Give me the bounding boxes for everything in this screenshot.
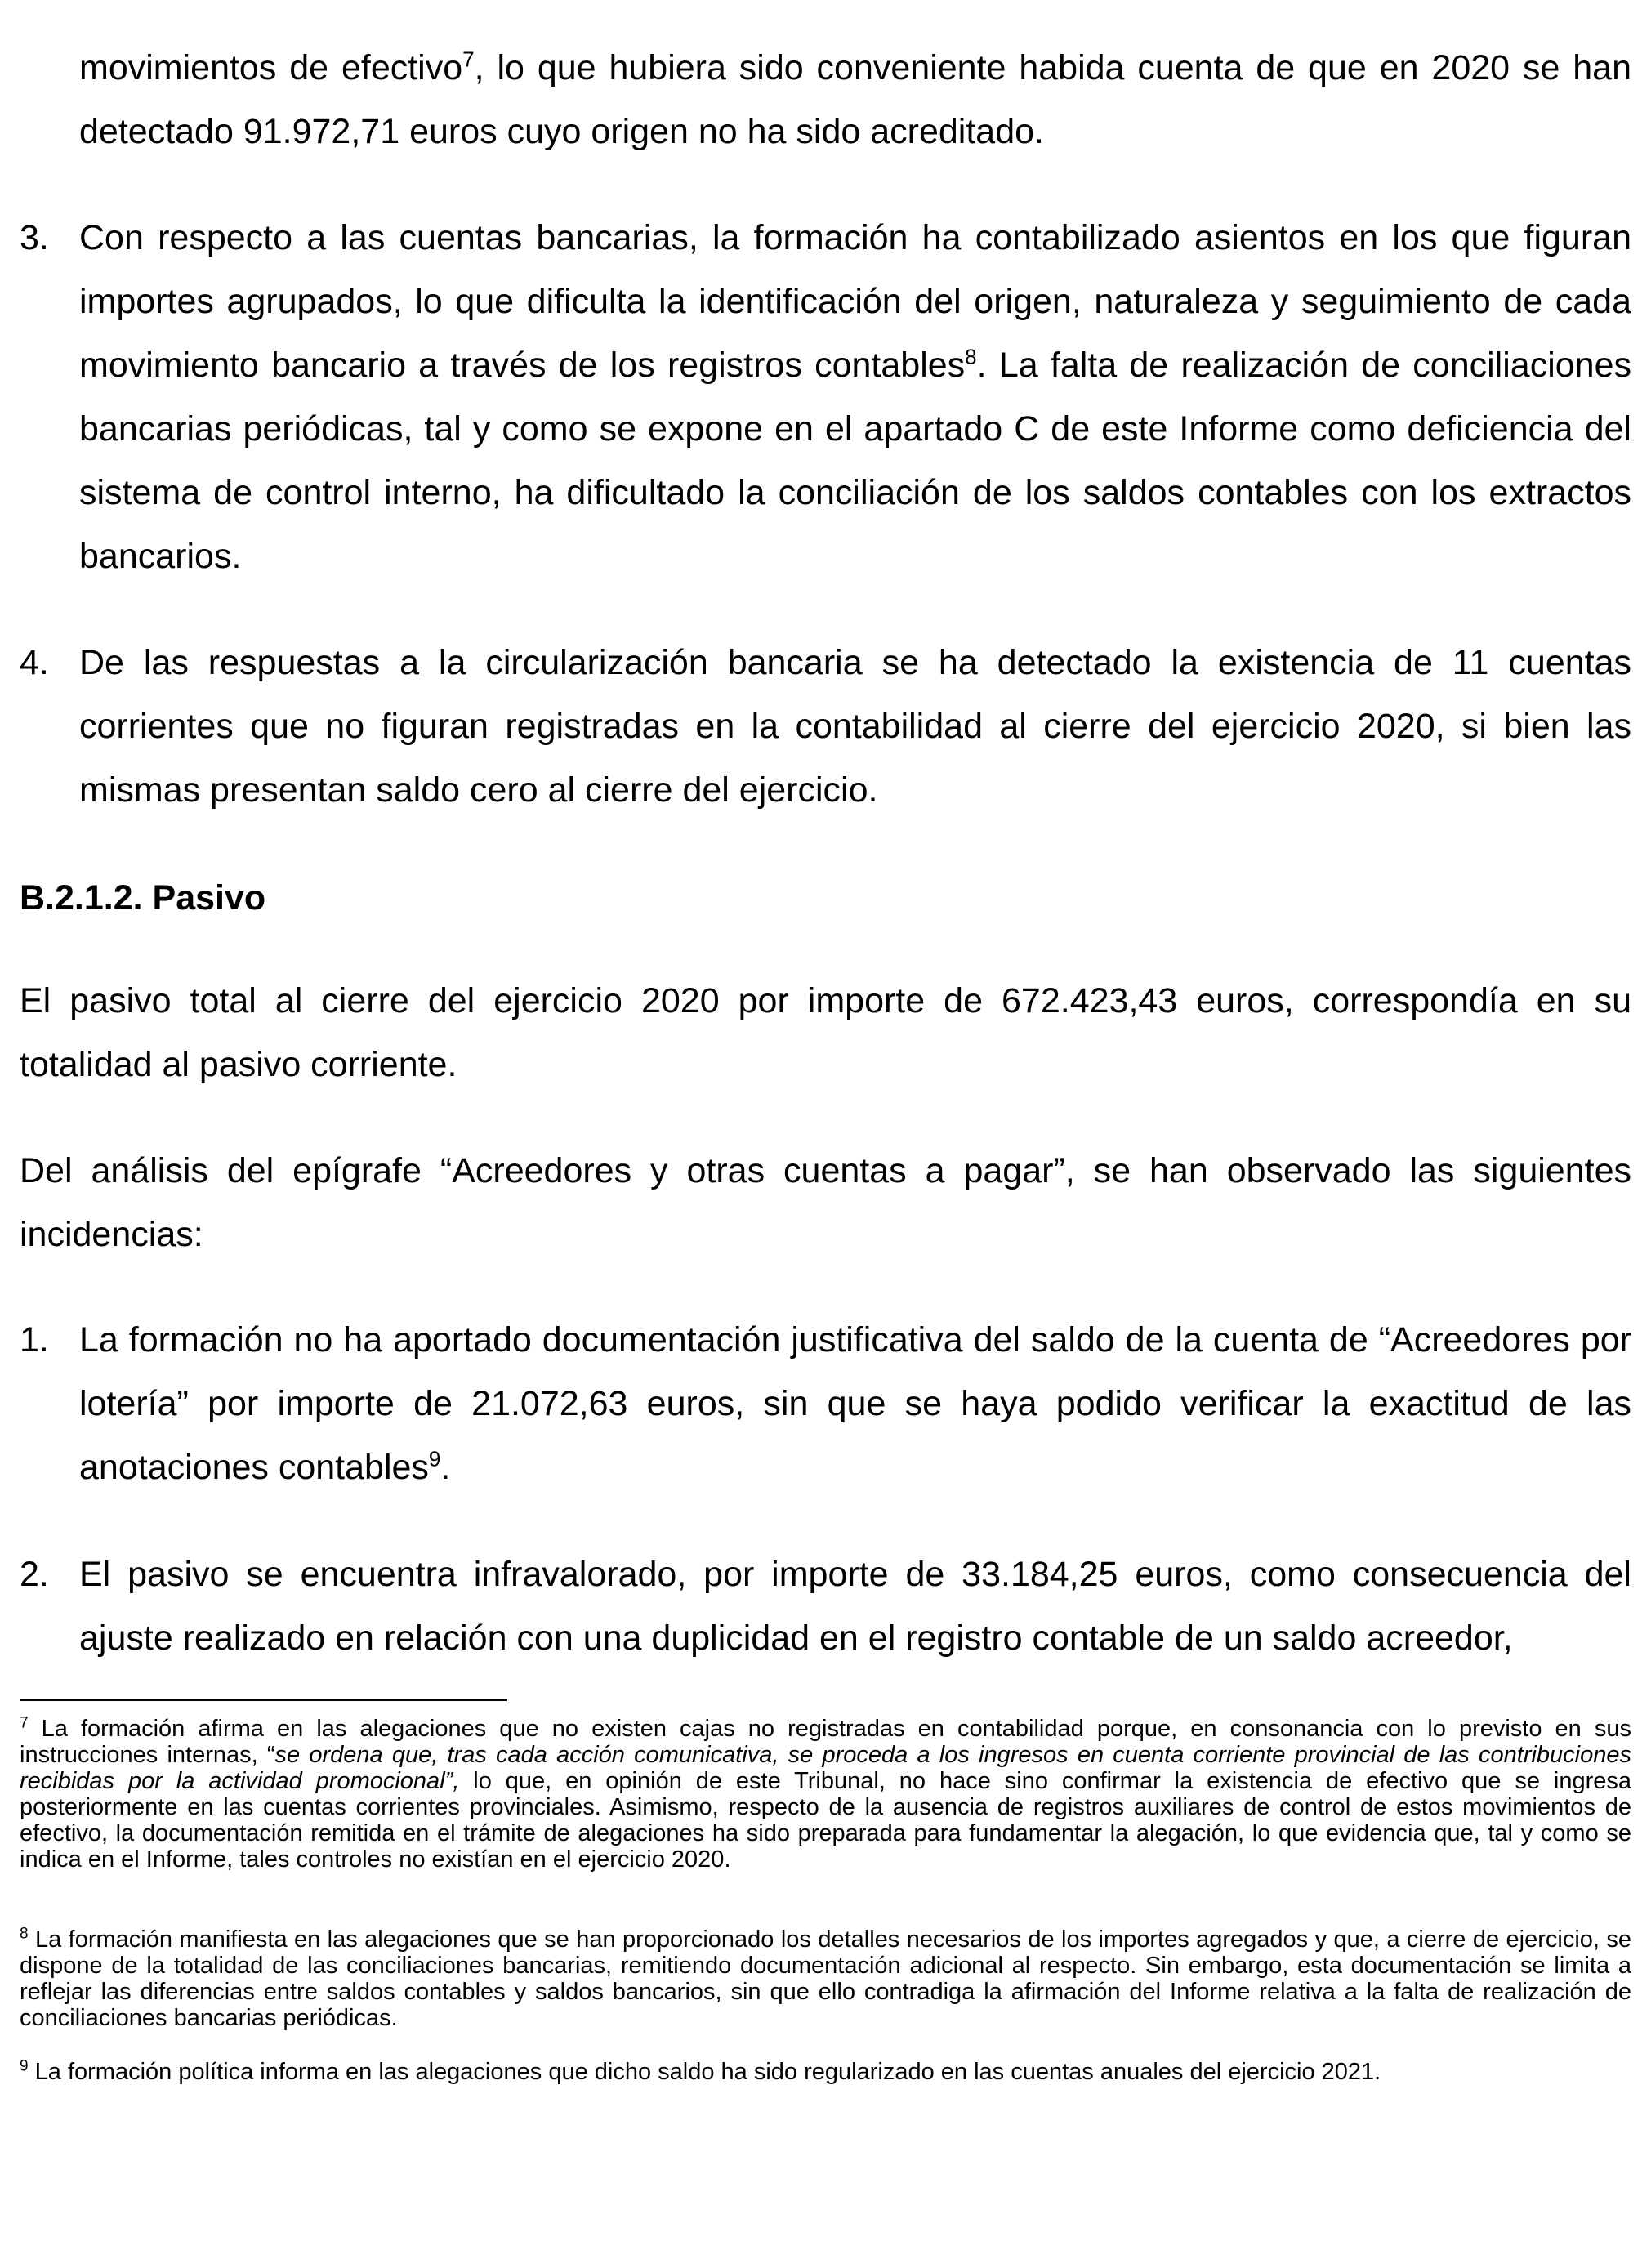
footnote-text: La formación manifiesta en las alegaciones que se han proporcionado los detalles necesarios de los importes agregados y que, a cierre de ejercicio, se dispone de la totalidad de las conciliaciones bancarias, remitiendo documentación adicional al respecto. Sin embargo, esta documentación se limita a reflejar las diferencias entre saldos contables y saldos bancarios, sin que ello contradiga la afirmación del Informe relativa a la falta de realización de conciliaciones bancarias periódicas. — [20, 1926, 1631, 2031]
section-heading: B.2.1.2. Pasivo — [20, 878, 266, 917]
footnote-separator — [20, 1699, 507, 1701]
footnote-number: 7 — [20, 1714, 29, 1732]
footnote-ref-8[interactable]: 8 — [965, 344, 977, 369]
footnote-7 — [20, 1716, 1631, 1873]
footnote-number: 8 — [20, 1925, 29, 1943]
paragraph-text: movimientos de efectivo — [79, 48, 463, 87]
footnote-text: La formación afirma en las alegaciones que no existen cajas no registradas en contabilidad porque, en consonancia con lo previsto en sus instrucciones internas, “ — [20, 1716, 1631, 1768]
paragraph-continuation — [79, 36, 1631, 163]
list-item-text: La formación no ha aportado documentación justificativa del saldo de la cuenta de “Acreedores por lotería” por importe de 21.072,63 euros, sin que se haya podido verificar la exactitud de las anotaciones contables — [79, 1320, 1631, 1487]
paragraph-pasivo: El pasivo total al cierre del ejercicio 2020 por importe de 672.423,43 euros, correspondía en su totalidad al pasivo corriente. — [20, 981, 1631, 1084]
footnote-ref-9[interactable]: 9 — [428, 1446, 441, 1471]
list-number: 1. — [20, 1320, 49, 1359]
footnote-number: 9 — [20, 2057, 29, 2075]
paragraph-text: , lo que hubiera sido conveniente habida cuenta de que en 2020 se han detectado 91.972,71 euros cuyo origen no ha sido acreditado. — [79, 48, 1631, 151]
footnote-ref-7[interactable]: 7 — [462, 47, 475, 72]
footnote-text: lo que, en opinión de este Tribunal, no hace sino confirmar la existencia de efectivo que se ingresa posteriormente en las cuentas corrientes provinciales. Asimismo, respecto de la ausencia de registros auxiliares de control de estos movimientos de efectivo, la documentación remitida en el trámite de alegaciones ha sido preparada para fundamentar la alegación, lo que evidencia que, tal y como se indica en el Informe, tales controles no existían en el ejercicio 2020. — [20, 1768, 1631, 1873]
list-item-text: Con respecto a las cuentas bancarias, la formación ha contabilizado asientos en los que figuran importes agrupados, lo que dificulta la identificación del origen, naturaleza y seguimiento de cada movimiento bancario a través de los registros contables — [79, 218, 1631, 385]
footnote-quote: se ordena que, tras cada acción comunicativa, se proceda a los ingresos en cuenta corriente provincial de las contribuciones recibidas por la actividad promocional”, — [20, 1742, 1631, 1794]
list-number: 4. — [20, 643, 49, 682]
list-item-1 — [20, 1308, 1631, 1499]
list-item-2 — [20, 1543, 1631, 1670]
footnote-text: La formación política informa en las alegaciones que dicho saldo ha sido regularizado en las cuentas anuales del ejercicio 2021. — [28, 2059, 1381, 2085]
list-item-text: De las respuestas a la circularización bancaria se ha detectado la existencia de 11 cuentas corrientes que no figuran registradas en la contabilidad al cierre del ejercicio 2020, si bien las mismas presentan saldo cero al cierre del ejercicio. — [79, 643, 1631, 810]
list-item-3 — [20, 206, 1631, 588]
list-number: 2. — [20, 1555, 49, 1594]
list-number: 3. — [20, 218, 49, 257]
list-item-text: . La falta de realización de conciliaciones bancarias periódicas, tal y como se expone en el apartado C de este Informe como deficiencia del sistema de control interno, ha dificultado la conciliación de los saldos contables con los extractos bancarios. — [79, 346, 1631, 576]
list-item-text: El pasivo se encuentra infravalorado, por importe de 33.184,25 euros, como consecuencia del ajuste realizado en relación con una duplicidad en el registro contable de un saldo acreedor, — [79, 1555, 1631, 1658]
paragraph-analisis: Del análisis del epígrafe “Acreedores y otras cuentas a pagar”, se han observado las siguientes incidencias: — [20, 1151, 1631, 1254]
list-item-text: . — [440, 1448, 451, 1487]
footnote-9 — [20, 2059, 1631, 2085]
footnote-8 — [20, 1926, 1631, 2031]
list-item-4 — [20, 631, 1631, 822]
